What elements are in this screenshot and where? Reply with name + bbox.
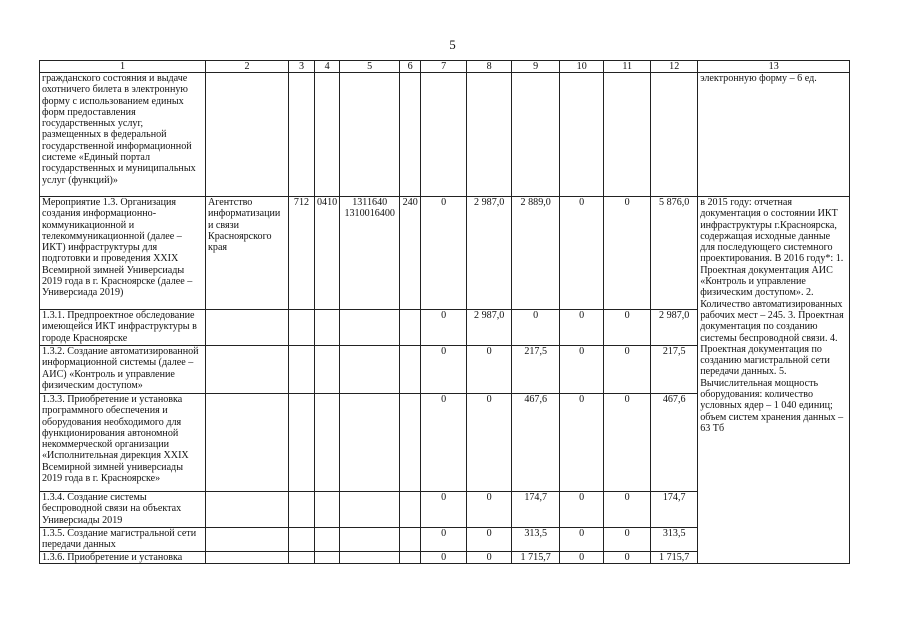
cell-empty — [400, 346, 421, 394]
cell-empty — [651, 73, 698, 197]
cell-value: 0 — [604, 394, 651, 492]
cell-empty — [340, 346, 400, 394]
cell-value: 467,6 — [512, 394, 560, 492]
cell-empty — [340, 310, 400, 346]
cell-value: 5 876,0 — [651, 197, 698, 310]
cell-value: 0 — [604, 197, 651, 310]
cell-empty — [400, 552, 421, 564]
cell-empty — [315, 528, 340, 552]
cell-value: 0 — [421, 394, 467, 492]
cell-description: 1.3.2. Создание автоматизированной информационной системы (далее – АИС) «Контроль и управление физическим доступом» — [40, 346, 206, 394]
cell-value: 0 — [421, 197, 467, 310]
program-table — [39, 60, 850, 564]
cell-empty — [289, 73, 315, 197]
cell-empty — [206, 394, 289, 492]
cell-empty — [400, 492, 421, 528]
table-row-measure — [40, 197, 850, 310]
cell-value: 1 715,7 — [651, 552, 698, 564]
cell-value: 0 — [560, 310, 604, 346]
cell-description: гражданского состояния и выдаче охотничего билета в электронную форму с использованием единых форм предоставления государственных услуг, размещенных в федеральной государственной информационной системе «Единый портал государственных и муниципальных услуг (функций)» — [40, 73, 206, 197]
cell-empty — [315, 310, 340, 346]
cell-description: 1.3.6. Приобретение и установка — [40, 552, 206, 564]
column-header: 6 — [400, 61, 421, 73]
cell-empty — [421, 73, 467, 197]
cell-value: 0 — [604, 552, 651, 564]
cell-value: 0 — [604, 492, 651, 528]
column-header: 5 — [340, 61, 400, 73]
cell-empty — [340, 528, 400, 552]
cell-value: 2 987,0 — [651, 310, 698, 346]
cell-empty — [315, 492, 340, 528]
cell-value: 0 — [560, 394, 604, 492]
cell-value: 0 — [512, 310, 560, 346]
cell-value: 0 — [604, 346, 651, 394]
cell-empty — [206, 552, 289, 564]
cell-empty — [400, 310, 421, 346]
cell-empty — [512, 73, 560, 197]
cell-empty — [289, 552, 315, 564]
header-row — [40, 61, 850, 73]
cell-empty — [400, 394, 421, 492]
cell-empty — [604, 73, 651, 197]
cell-empty — [289, 394, 315, 492]
cell-value: 0 — [421, 552, 467, 564]
cell-value: 0 — [421, 310, 467, 346]
cell-value: 0 — [560, 492, 604, 528]
cell-value: 2 889,0 — [512, 197, 560, 310]
cell-empty — [400, 528, 421, 552]
cell-description: 1.3.1. Предпроектное обследование имеющейся ИКТ инфраструктуры в городе Красноярске — [40, 310, 206, 346]
cell-empty — [289, 492, 315, 528]
column-header: 3 — [289, 61, 315, 73]
cell-description: 1.3.4. Создание системы беспроводной связи на объектах Универсиады 2019 — [40, 492, 206, 528]
column-header: 4 — [315, 61, 340, 73]
cell-responsible: Агентство информатизации и связи Красноярского края — [206, 197, 289, 310]
cell-value: 217,5 — [512, 346, 560, 394]
cell-code: 712 — [289, 197, 315, 310]
cell-value: 2 987,0 — [467, 197, 512, 310]
cell-value: 313,5 — [512, 528, 560, 552]
cell-value: 0 — [560, 552, 604, 564]
cell-value: 0 — [467, 492, 512, 528]
page-number: 5 — [449, 37, 456, 52]
cell-empty — [560, 73, 604, 197]
cell-value: 0 — [467, 394, 512, 492]
cell-value: 0 — [560, 197, 604, 310]
column-header: 1 — [40, 61, 206, 73]
cell-result: электронную форму – 6 ед. — [698, 73, 850, 197]
cell-value: 0 — [560, 346, 604, 394]
cell-empty — [289, 310, 315, 346]
cell-empty — [206, 73, 289, 197]
cell-value: 0 — [560, 528, 604, 552]
cell-value: 2 987,0 — [467, 310, 512, 346]
column-header: 12 — [651, 61, 698, 73]
cell-value: 0 — [421, 492, 467, 528]
cell-empty — [315, 73, 340, 197]
cell-value: 0 — [467, 528, 512, 552]
cell-result: в 2015 году: отчетная документация о состоянии ИКТ инфраструктуры г.Красноярска, содержащая исходные данные для последующего системного проектирования. В 2016 году*: 1. Проектная документация АИС «Контроль и управление физическим доступом». 2. Количество автоматизированных рабочих мест – 245. 3. Проектная документация по созданию системы беспроводной связи. 4. Проектная документация по созданию магистральной сети передачи данных. 5. Вычислительная мощность оборудования: количество условных ядер – 1 040 единиц; объем систем хранения данных – 63 Тб — [698, 197, 850, 564]
cell-empty — [315, 346, 340, 394]
cell-empty — [467, 73, 512, 197]
cell-empty — [315, 394, 340, 492]
cell-value: 0 — [467, 346, 512, 394]
cell-value: 313,5 — [651, 528, 698, 552]
cell-value: 217,5 — [651, 346, 698, 394]
table-row — [40, 73, 850, 197]
cell-value: 0 — [421, 528, 467, 552]
cell-empty — [206, 310, 289, 346]
cell-empty — [315, 552, 340, 564]
cell-value: 467,6 — [651, 394, 698, 492]
cell-empty — [289, 346, 315, 394]
column-header: 8 — [467, 61, 512, 73]
cell-empty — [206, 492, 289, 528]
cell-empty — [340, 73, 400, 197]
cell-description: 1.3.5. Создание магистральной сети передачи данных — [40, 528, 206, 552]
cell-value: 0 — [604, 310, 651, 346]
column-header: 7 — [421, 61, 467, 73]
column-header: 11 — [604, 61, 651, 73]
column-header: 13 — [698, 61, 850, 73]
cell-value: 174,7 — [512, 492, 560, 528]
cell-empty — [340, 492, 400, 528]
cell-description: Мероприятие 1.3. Организация создания информационно-коммуникационной и телекоммуникационной (далее – ИКТ) инфраструктуры для подготовки и проведения XXIX Всемирной зимней Универсиады 2019 года в г. Красноярске (далее – Универсиада 2019) — [40, 197, 206, 310]
column-header: 10 — [560, 61, 604, 73]
cell-value: 0 — [604, 528, 651, 552]
cell-empty — [206, 528, 289, 552]
cell-description: 1.3.3. Приобретение и установка программного обеспечения и оборудования необходимого для функционирования автономной некоммерческой организации «Исполнительная дирекция XXIX Всемирной зимней универсиады 2019 года в г. Красноярске» — [40, 394, 206, 492]
cell-empty — [206, 346, 289, 394]
cell-code: 240 — [400, 197, 421, 310]
cell-value: 1 715,7 — [512, 552, 560, 564]
cell-value: 0 — [467, 552, 512, 564]
cell-empty — [400, 73, 421, 197]
cell-code: 1311640 1310016400 — [340, 197, 400, 310]
cell-empty — [289, 528, 315, 552]
column-header: 2 — [206, 61, 289, 73]
cell-empty — [340, 552, 400, 564]
cell-empty — [340, 394, 400, 492]
cell-value: 0 — [421, 346, 467, 394]
cell-code: 0410 — [315, 197, 340, 310]
cell-value: 174,7 — [651, 492, 698, 528]
column-header: 9 — [512, 61, 560, 73]
